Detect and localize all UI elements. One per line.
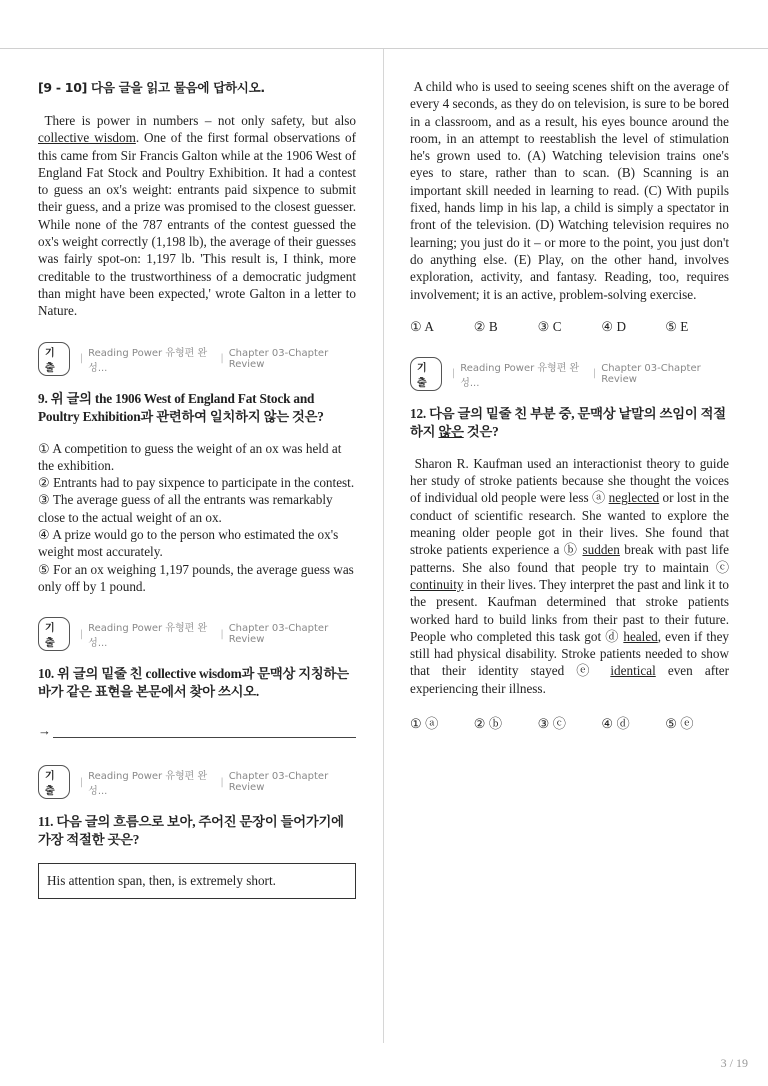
right-column [410,78,729,732]
tag-chapter: Chapter 03-Chapter Review [228,771,329,794]
passage-12-text: even after experiencing their illness. [410,663,729,696]
header-divider [0,48,768,49]
passage-1-text-end: . One of the first formal observations of this came from Sir Francis Galton while at the 1906 West of England Fat Stock and Poultry Exhibition. It had a contest to guess an ox's weight: entrants paid sixpence to submit their guess, and a prize was promised to the closest guesser. While none of the 787 entrants of the contest guessed the ox's weight correctly (1,198 lb), the average of their guesses was fairly spot-on: 1,197 lb. 'This result is, I think, more creditable to the trustworthiness of a democratic judgment than might have been expected,' wrote Galton in a letter to Nature. [38,130,356,319]
underlined-word-a: neglected [608,490,660,506]
underlined-word-b: sudden [582,542,620,558]
tag-badge: 기출 [410,357,442,391]
tag-badge: 기출 [38,765,70,799]
separator: | [79,776,84,788]
tag-chapter: Chapter 03-Chapter Review [228,623,329,646]
question-10-title: 10. 위 글의 밑줄 친 collective wisdom과 문맥상 지칭하는 바가 같은 표현을 본문에서 찾아 쓰시오. [38,666,349,700]
marker-b: ⓑ [563,542,579,558]
source-tag-row [38,765,356,799]
option-1[interactable]: ① ⓐ [410,716,439,732]
option-4[interactable]: ④ D [601,318,627,334]
option-1[interactable]: ① A [410,318,434,334]
passage-12-text: in their lives. They interpret the past and link it to the present. Kaufman determined that stroke patients worked hard to build links from their past to their future. People who completed this task got [410,576,729,644]
passage-11 [410,78,729,303]
tag-badge: 기출 [38,617,70,651]
source-tag-row [38,342,356,376]
separator: | [79,628,84,640]
separator: | [220,353,224,365]
underlined-word-c: continuity [410,576,464,592]
option-5[interactable]: ⑤ ⓔ [665,716,694,732]
tag-badge: 기출 [38,342,70,376]
question-9-title: 9. 위 글의 the 1906 West of England Fat Stock and Poultry Exhibition과 관련하여 일치하지 않는 것은? [38,390,324,424]
option-4[interactable]: ④ ⓓ [601,716,630,732]
passage-1 [38,112,356,320]
marker-d: ⓓ [605,628,620,644]
tag-chapter: Chapter 03-Chapter Review [601,362,701,385]
option-5[interactable]: ⑤ E [665,318,689,334]
choice-2[interactable]: ② Entrants had to pay sixpence to participate in the contest. [38,475,355,491]
question-12-options [410,713,729,732]
section-heading: [9 - 10] 다음 글을 읽고 물음에 답하시오. [38,80,265,95]
choice-1[interactable]: ① A competition to guess the weight of an ox was held at the exhibition. [38,440,342,473]
marker-c: ⓒ [715,559,729,575]
passage-12 [410,455,729,697]
tag-chapter: Chapter 03-Chapter Review [228,347,329,370]
underlined-word-e: identical [610,663,656,679]
passage-1-text-start: There is power in numbers – not only safety, but also [44,113,356,128]
marker-e: ⓔ [576,663,599,679]
underlined-word-d: healed [623,628,658,644]
passage-12-text: or lost in the conduct of scientific research. She wanted to explore the meaning older people got in their lives. She found that stroke patients experience a [410,490,729,558]
separator: | [592,368,597,380]
separator: | [220,628,224,640]
choice-5[interactable]: ⑤ For an ox weighing 1,197 pounds, the average guess was only off by 1 pound. [38,561,354,594]
left-column [38,78,356,899]
passage-12-text: Sharon R. Kaufman used an interactionist theory to guide her study of stroke patients because she thought the voices of individual old people were less [410,455,729,506]
question-11-options [410,319,729,335]
question-9-choices [38,440,356,596]
option-2[interactable]: ② B [473,318,498,334]
source-tag-row [38,617,356,651]
question-12-title: 12. 다음 글의 밑줄 친 부분 중, 문맥상 낱말의 쓰임이 적절하지 않은 것은? [410,405,726,439]
separator: | [79,353,84,365]
answer-blank[interactable] [53,725,356,738]
passage-11-text: A child who is used to seeing scenes shift on the average of every 4 seconds, as they do on television, is sure to be bored in a classroom, and as a result, his eyes bounce around the room, in an attempt to reestablish the level of stimulation he's grown used to. (A) Watching television trains one's eyes to stare, rather than to scan. (B) Scanning is an important skill needed in learning to read. (C) With pupils fixed, hands limp in his lap, a child is simply a spectator in front of the television. (D) Watching television requires no learning; you just do it – or more to the point, you just don't do anything else. (E) Play, on the other hand, involves exploration, activity, and fantasy. Reading, too, requires involvement; it is an active, problem-solving exercise. [410,79,729,302]
separator: | [451,368,456,380]
answer-field[interactable] [38,723,356,739]
column-divider [383,49,384,1043]
option-2[interactable]: ② ⓑ [473,716,503,732]
option-3[interactable]: ③ C [537,318,562,334]
page-number: 3 / 19 [720,1056,748,1070]
option-3[interactable]: ③ ⓒ [537,716,566,732]
passage-12-text: break with past life patterns. She also found that people try to maintain [410,542,730,575]
arrow-icon: → [38,723,51,739]
source-tag-row [410,357,729,391]
tag-source: Reading Power 유형편 완성... [88,623,208,650]
underlined-emphasis: 않은 [438,423,464,439]
tag-source: Reading Power 유형편 완성... [88,771,208,798]
passage-12-text: , even if they still had physical disability. Stroke patients needed to show that their identity stayed [410,628,730,679]
tag-source: Reading Power 유형편 완성... [88,347,208,374]
underlined-phrase: collective wisdom [38,130,136,146]
marker-a: ⓐ [592,490,606,506]
separator: | [220,776,224,788]
tag-source: Reading Power 유형편 완성... [460,362,580,389]
given-sentence-box: His attention span, then, is extremely short. [38,863,356,899]
question-11-title: 11. 다음 글의 흐름으로 보아, 주어진 문장이 들어가기에 가장 적절한 곳은? [38,814,344,848]
choice-3[interactable]: ③ The average guess of all the entrants was remarkably close to the actual weight of an ox. [38,492,333,525]
choice-4[interactable]: ④ A prize would go to the person who estimated the ox's weight most accurately. [38,527,339,560]
